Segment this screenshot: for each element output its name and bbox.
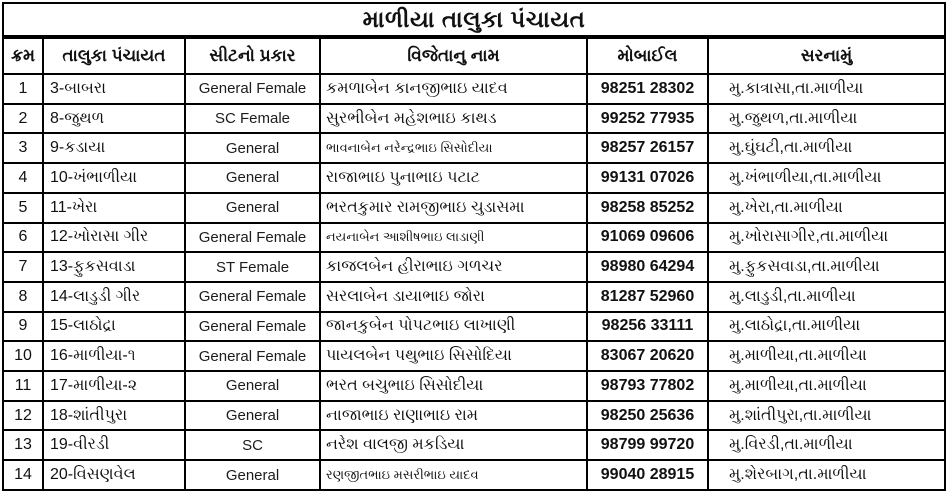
seat-type-cell: General Female — [185, 282, 320, 312]
mobile-cell: 83067 20620 — [587, 341, 708, 371]
address-cell: મુ.માળીયા,તા.માળીયા — [708, 371, 945, 401]
table-row — [3, 341, 945, 371]
winner-name-cell: નરેશ વાલજી મકડિયા — [320, 430, 587, 460]
table-row — [3, 104, 945, 134]
winner-name-cell: સરલાબેન ડાયાભાઇ જોરા — [320, 282, 587, 312]
address-cell: મુ.લાડુડી,તા.માળીયા — [708, 282, 945, 312]
taluka-cell: 20-વિસણવેલ — [43, 460, 185, 490]
row-no-cell: 4 — [3, 163, 43, 193]
address-cell: મુ.ખેરા,તા.માળીયા — [708, 193, 945, 223]
column-header-no: ક્રમ — [3, 37, 43, 74]
row-no-cell: 3 — [3, 133, 43, 163]
taluka-cell: 19-વીરડી — [43, 430, 185, 460]
taluka-cell: 8-જુથળ — [43, 104, 185, 134]
address-cell: મુ.જુથળ,તા.માળીયા — [708, 104, 945, 134]
mobile-cell: 98799 99720 — [587, 430, 708, 460]
table-row — [3, 133, 945, 163]
row-no-cell: 1 — [3, 74, 43, 104]
mobile-cell: 98258 85252 — [587, 193, 708, 223]
taluka-cell: 3-બાબરા — [43, 74, 185, 104]
address-cell: મુ.માળીયા,તા.માળીયા — [708, 341, 945, 371]
table-body — [3, 74, 945, 490]
seat-type-cell: General — [185, 163, 320, 193]
address-cell: મુ.વિરડી,તા.માળીયા — [708, 430, 945, 460]
row-no-cell: 2 — [3, 104, 43, 134]
row-no-cell: 13 — [3, 430, 43, 460]
winner-name-cell: ભાવનાબેન નરેન્દ્રભાઇ સિસોદીયા — [320, 133, 587, 163]
row-no-cell: 5 — [3, 193, 43, 223]
row-no-cell: 12 — [3, 401, 43, 431]
table-row — [3, 371, 945, 401]
seat-type-cell: SC — [185, 430, 320, 460]
mobile-cell: 99252 77935 — [587, 104, 708, 134]
mobile-cell: 98256 33111 — [587, 312, 708, 342]
row-no-cell: 14 — [3, 460, 43, 490]
winner-name-cell: કમળાબેન કાનજીભાઇ યાદવ — [320, 74, 587, 104]
mobile-cell: 99040 28915 — [587, 460, 708, 490]
taluka-cell: 15-લાઠોદ્રા — [43, 312, 185, 342]
winner-name-cell: સુરભીબેન મહેશભાઇ કાથડ — [320, 104, 587, 134]
table-row — [3, 460, 945, 490]
taluka-cell: 14-લાડુડી ગીર — [43, 282, 185, 312]
table-row — [3, 252, 945, 282]
table-row — [3, 74, 945, 104]
row-no-cell: 9 — [3, 312, 43, 342]
seat-type-cell: General — [185, 133, 320, 163]
row-no-cell: 11 — [3, 371, 43, 401]
mobile-cell: 98257 26157 — [587, 133, 708, 163]
winner-name-cell: જાનકુબેન પોપટભાઇ લાખાણી — [320, 312, 587, 342]
table-row — [3, 430, 945, 460]
seat-type-cell: General — [185, 193, 320, 223]
taluka-cell: 17-માળીયા-૨ — [43, 371, 185, 401]
table-row — [3, 223, 945, 253]
address-cell: મુ.ઘુંઘટી,તા.માળીયા — [708, 133, 945, 163]
mobile-cell: 98980 64294 — [587, 252, 708, 282]
seat-type-cell: General Female — [185, 341, 320, 371]
winner-name-cell: ભરત બચુભાઇ સિસોદીયા — [320, 371, 587, 401]
address-cell: મુ.કાત્રાસા,તા.માળીયા — [708, 74, 945, 104]
mobile-cell: 98250 25636 — [587, 401, 708, 431]
seat-type-cell: General Female — [185, 312, 320, 342]
table-row — [3, 312, 945, 342]
taluka-cell: 11-ખેરા — [43, 193, 185, 223]
address-cell: મુ.ખંભાળીયા,તા.માળીયા — [708, 163, 945, 193]
panchayat-table — [2, 2, 946, 491]
taluka-cell: 10-ખંભાળીયા — [43, 163, 185, 193]
row-no-cell: 6 — [3, 223, 43, 253]
winner-name-cell: ભરતકુમાર રામજીભાઇ ચુડાસમા — [320, 193, 587, 223]
column-header-mobile: મોબાઈલ — [587, 37, 708, 74]
winner-name-cell: નાજાભાઇ રાણાભાઇ રામ — [320, 401, 587, 431]
row-no-cell: 10 — [3, 341, 43, 371]
table-row — [3, 282, 945, 312]
winner-name-cell: રાજાભાઇ પુનાભાઇ પટાટ — [320, 163, 587, 193]
taluka-cell: 13-ફુકસવાડા — [43, 252, 185, 282]
table-title-row — [3, 3, 945, 37]
table-header-row — [3, 37, 945, 74]
table-row — [3, 163, 945, 193]
taluka-cell: 12-ખોરાસા ગીર — [43, 223, 185, 253]
mobile-cell: 98251 28302 — [587, 74, 708, 104]
seat-type-cell: SC Female — [185, 104, 320, 134]
column-header-winner: વિજેતાનુ નામ — [320, 37, 587, 74]
page-title: માળીયા તાલુકા પંચાયત — [3, 3, 945, 37]
column-header-address: સરનામું — [708, 37, 945, 74]
column-header-taluka: તાલુકા પંચાયત — [43, 37, 185, 74]
table-row — [3, 401, 945, 431]
mobile-cell: 81287 52960 — [587, 282, 708, 312]
winner-name-cell: પાયલબેન પથુભાઇ સિસોદિયા — [320, 341, 587, 371]
seat-type-cell: General — [185, 401, 320, 431]
winner-name-cell: કાજલબેન હીરાભાઇ ગળચર — [320, 252, 587, 282]
address-cell: મુ.શાંતીપુરા,તા.માળીયા — [708, 401, 945, 431]
mobile-cell: 99131 07026 — [587, 163, 708, 193]
row-no-cell: 8 — [3, 282, 43, 312]
row-no-cell: 7 — [3, 252, 43, 282]
seat-type-cell: General Female — [185, 223, 320, 253]
address-cell: મુ.ફુકસવાડા,તા.માળીયા — [708, 252, 945, 282]
mobile-cell: 98793 77802 — [587, 371, 708, 401]
taluka-cell: 18-શાંતીપુરા — [43, 401, 185, 431]
seat-type-cell: General — [185, 460, 320, 490]
seat-type-cell: ST Female — [185, 252, 320, 282]
taluka-cell: 9-કડાયા — [43, 133, 185, 163]
address-cell: મુ.શેરબાગ,તા.માળીયા — [708, 460, 945, 490]
seat-type-cell: General Female — [185, 74, 320, 104]
table-row — [3, 193, 945, 223]
column-header-seat: સીટનો પ્રકાર — [185, 37, 320, 74]
mobile-cell: 91069 09606 — [587, 223, 708, 253]
winner-name-cell: રણજીતભાઇ મસરીભાઇ યાદવ — [320, 460, 587, 490]
address-cell: મુ.ખોરાસાગીર,તા.માળીયા — [708, 223, 945, 253]
winner-name-cell: નયનાબેન આશીષભાઇ લાડાણી — [320, 223, 587, 253]
taluka-cell: 16-માળીયા-૧ — [43, 341, 185, 371]
seat-type-cell: General — [185, 371, 320, 401]
address-cell: મુ.લાઠોદ્રા,તા.માળીયા — [708, 312, 945, 342]
